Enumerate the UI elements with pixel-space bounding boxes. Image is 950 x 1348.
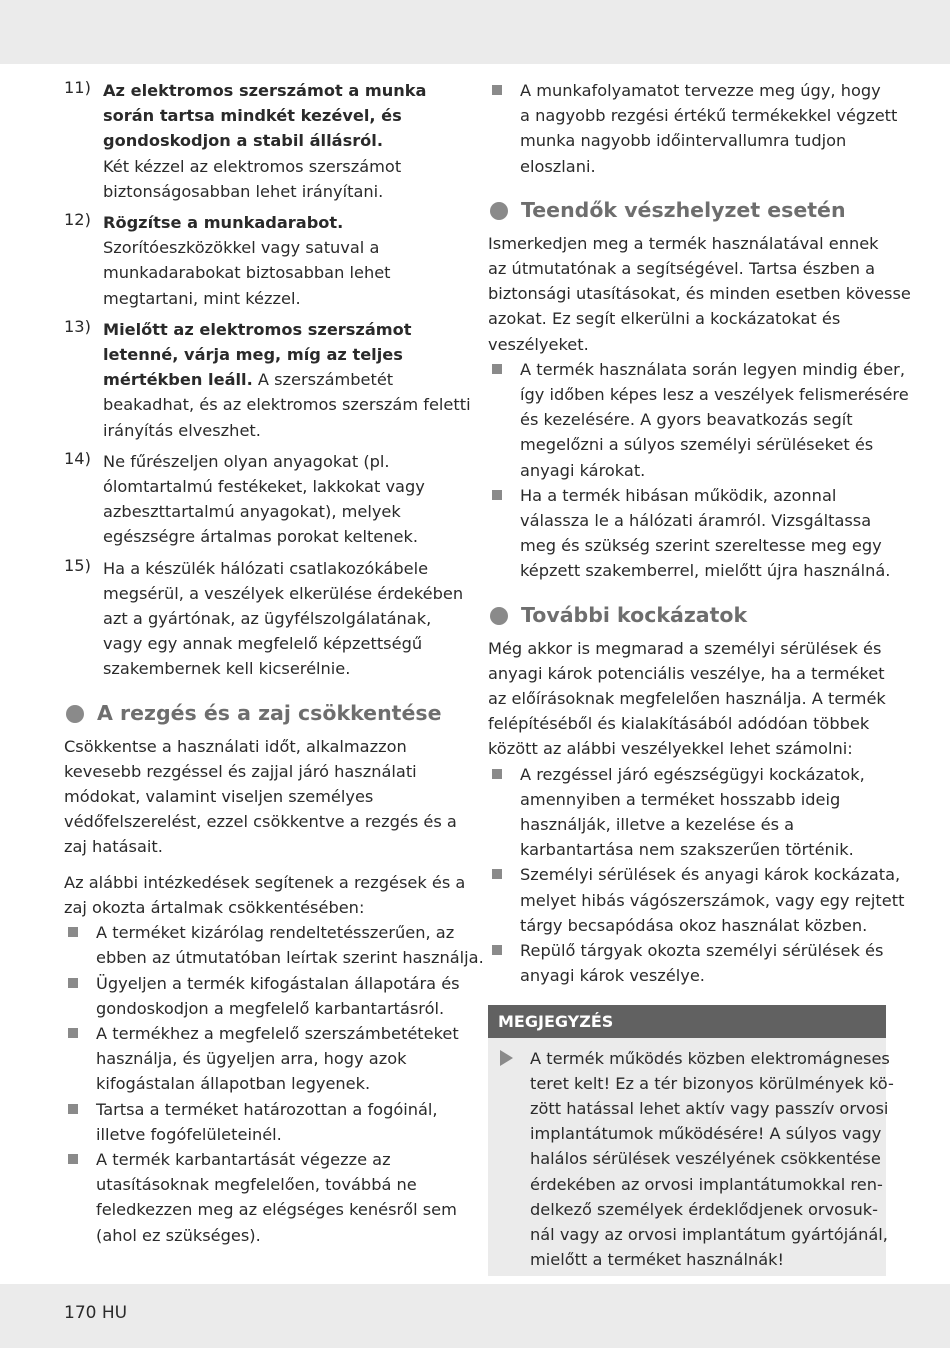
risks-bullet-list	[488, 762, 905, 989]
paragraph-line: halálos sérülések veszélyének csökkentése	[530, 1149, 881, 1169]
emergency-paragraph	[488, 231, 911, 357]
item-line	[103, 103, 464, 128]
bullet-item	[64, 920, 484, 970]
item-bold-text: letenné, várja meg, míg az teljes	[103, 345, 403, 365]
bullet-line: illetve fogófelületeinél.	[96, 1124, 282, 1144]
item-bold-text: gondoskodjon a stabil állásról.	[103, 131, 384, 151]
item-line	[103, 524, 464, 549]
item-line	[103, 286, 464, 311]
item-text: A szerszámbetét	[252, 370, 394, 390]
paragraph-line: zött hatással lehet aktív vagy passzív orvosi	[530, 1098, 889, 1118]
bullet-item	[488, 78, 898, 179]
paragraph-line: felépítéséből és kialakításából adódóan többek	[488, 714, 870, 734]
bullet-line: melyet hibás vágószerszámok, vagy egy rejtett	[520, 890, 905, 910]
bullet-line: Ügyeljen a termék kifogástalan állapotára és	[96, 973, 460, 993]
item-line	[103, 154, 464, 179]
item-text: megsérül, a veszélyek elkerülése érdekében	[103, 583, 464, 603]
paragraph-line: kevesebb rezgéssel és zajjal járó használati	[64, 761, 417, 781]
item-line	[103, 449, 464, 474]
item-bold-text: mértékben leáll.	[103, 370, 253, 390]
paragraph-line: delkező személyek érdeklődjenek orvosuk-	[530, 1199, 878, 1219]
vibration-paragraph-2	[64, 870, 464, 920]
item-text: egészségre ártalmas porokat keltenek.	[103, 527, 418, 547]
numbered-item	[64, 556, 464, 682]
item-line	[103, 474, 464, 499]
paragraph-line: teret kelt! Ez a tér bizonyos körülmények kö-	[530, 1073, 894, 1093]
item-text: Ne fűrészeljen olyan anyagokat (pl.	[103, 451, 390, 471]
item-line	[103, 392, 471, 417]
item-bold-text: során tartsa mindkét kezével, és	[103, 106, 402, 126]
paragraph-line: A termék működés közben elektromágneses	[530, 1048, 890, 1068]
bullet-line: meg és szükség szerint szereltesse meg egy	[520, 536, 882, 556]
vibration-heading	[64, 698, 464, 728]
bullet-line: képzett szakemberrel, mielőtt újra használná.	[520, 561, 891, 581]
risks-heading-text: További kockázatok	[521, 602, 748, 627]
bullet-line: utasításoknak megfelelően, továbbá ne	[96, 1175, 417, 1195]
paragraph-line: módokat, valamint viseljen személyes	[64, 787, 374, 807]
numbered-item	[64, 78, 464, 204]
item-line	[103, 631, 464, 656]
bullet-line: Ha a termék hibásan működik, azonnal	[520, 485, 837, 505]
bullet-line: A termékhez a megfelelő szerszámbetéteket	[96, 1023, 459, 1043]
bullet-dot-icon	[66, 705, 84, 723]
page-number: 170 HU	[64, 1303, 128, 1323]
bullet-item	[64, 1147, 464, 1248]
bullet-item	[488, 483, 891, 584]
square-bullet-icon	[492, 85, 502, 95]
numbered-safety-list	[64, 78, 471, 682]
vibration-heading-text: A rezgés és a zaj csökkentése	[97, 700, 442, 725]
item-text: vagy egy annak megfelelő képzettségű	[103, 634, 423, 654]
item-number: 13)	[64, 316, 91, 336]
note-body	[488, 1038, 894, 1277]
item-line	[103, 418, 464, 443]
note-title: MEGJEGYZÉS	[488, 1005, 886, 1038]
bullet-line: A rezgéssel járó egészségügyi kockázatok,	[520, 764, 865, 784]
item-line	[103, 210, 464, 235]
bullet-item	[64, 971, 464, 1021]
numbered-item	[64, 449, 464, 550]
risks-paragraph	[488, 636, 888, 762]
numbered-item	[64, 210, 464, 311]
bullet-line: a nagyobb rezgési értékű termékekkel végzett	[520, 106, 898, 126]
bullet-line: Személyi sérülések és anyagi károk kockázata,	[520, 865, 901, 885]
paragraph-line: nál vagy az orvosi implantátum gyártójánál,	[530, 1224, 888, 1244]
note-text	[530, 1046, 894, 1273]
bullet-line: anyagi károkat.	[520, 460, 646, 480]
square-bullet-icon	[492, 364, 502, 374]
emergency-bullet-list	[488, 357, 909, 584]
paragraph-line: azokat. Ez segít elkerülni a kockázatokat és	[488, 309, 841, 329]
paragraph-line: Az alábbi intézkedések segítenek a rezgések és a	[64, 872, 466, 892]
bullet-line: munka nagyobb időintervallumra tudjon	[520, 131, 847, 151]
item-line	[103, 128, 464, 153]
bullet-line: kifogástalan állapotban legyenek.	[96, 1074, 371, 1094]
item-number: 15)	[64, 555, 91, 575]
item-text: Ha a készülék hálózati csatlakozókábele	[103, 558, 429, 578]
square-bullet-icon	[68, 927, 78, 937]
item-bold-text: Mielőtt az elektromos szerszámot	[103, 319, 412, 339]
emergency-heading	[488, 195, 888, 225]
bullet-line: A munkafolyamatot tervezze meg úgy, hogy	[520, 81, 881, 100]
bullet-line: A termék használata során legyen mindig éber,	[520, 359, 905, 379]
paragraph-line: veszélyeket.	[488, 334, 589, 354]
item-text: ólomtartalmú festékeket, lakkokat vagy	[103, 477, 425, 497]
bullet-line: Tartsa a terméket határozottan a fogóinál,	[96, 1099, 438, 1119]
bullet-line: és kezelésére. A gyors beavatkozás segít	[520, 410, 853, 430]
item-line	[103, 342, 464, 367]
item-line	[103, 235, 464, 260]
bullet-line: anyagi károk veszélye.	[520, 966, 705, 986]
paragraph-line: implantátumok működésére! A súlyos vagy	[530, 1124, 882, 1144]
item-line	[103, 179, 464, 204]
risks-heading	[488, 600, 888, 630]
paragraph-line: védőfelszerelést, ezzel csökkentve a rezgés és a	[64, 812, 457, 832]
item-line	[103, 581, 464, 606]
paragraph-line: anyagi károk potenciális veszélye, ha a terméket	[488, 663, 885, 683]
vibration-bullet-list	[64, 920, 484, 1248]
bullet-line: (ahol ez szükséges).	[96, 1225, 261, 1245]
item-line	[103, 499, 464, 524]
bullet-line: használják, illetve a kezelése és a	[520, 815, 795, 835]
square-bullet-icon	[68, 978, 78, 988]
square-bullet-icon	[492, 490, 502, 500]
square-bullet-icon	[68, 1154, 78, 1164]
item-number: 12)	[64, 210, 91, 230]
paragraph-line: zaj hatásait.	[64, 837, 163, 857]
footer-band	[0, 1284, 950, 1348]
item-line	[103, 260, 464, 285]
emergency-heading-text: Teendők vészhelyzet esetén	[521, 197, 846, 222]
item-text: megtartani, mint kézzel.	[103, 288, 301, 308]
square-bullet-icon	[492, 945, 502, 955]
bullet-item	[488, 862, 905, 938]
item-text: azt a gyártónak, az ügyfélszolgálatának,	[103, 609, 432, 629]
paragraph-line: biztonsági utasításokat, és minden esetben kövesse	[488, 284, 911, 304]
paragraph-line: Csökkentse a használati időt, alkalmazzon	[64, 736, 407, 756]
paragraph-line: érdekében az orvosi implantátumokkal ren-	[530, 1174, 883, 1194]
bullet-item	[488, 938, 888, 988]
bullet-line: gondoskodjon a megfelelő karbantartásról.	[96, 998, 445, 1018]
item-bold-text: Rögzítse a munkadarabot.	[103, 213, 344, 233]
item-line	[103, 317, 464, 342]
paragraph-line: Ismerkedjen meg a termék használatával ennek	[488, 233, 879, 253]
item-text: irányítás elveszhet.	[103, 420, 261, 440]
bullet-dot-icon	[490, 202, 508, 220]
square-bullet-icon	[68, 1104, 78, 1114]
workflow-bullet-list	[488, 78, 898, 179]
bullet-line: Repülő tárgyak okozta személyi sérülések és	[520, 941, 884, 961]
right-column	[488, 78, 911, 1276]
item-text: azbeszttartalmú anyagokat), melyek	[103, 502, 401, 522]
bullet-line: feledkezzen meg az elégséges kenésről sem	[96, 1200, 457, 1220]
bullet-line: használja, és ügyeljen arra, hogy azok	[96, 1049, 407, 1069]
bullet-dot-icon	[490, 607, 508, 625]
paragraph-line: mielőtt a terméket használnák!	[530, 1250, 785, 1270]
bullet-line: A termék karbantartását végezze az	[96, 1149, 391, 1169]
paragraph-line: Még akkor is megmarad a személyi sérülések és	[488, 638, 882, 658]
bullet-line: ebben az útmutatóban leírtak szerint használja.	[96, 948, 484, 968]
note-box	[488, 1005, 894, 1277]
item-text: Szorítóeszközökkel vagy satuval a	[103, 238, 380, 258]
bullet-line: eloszlani.	[520, 156, 596, 176]
arrow-right-icon	[500, 1050, 513, 1066]
header-band	[0, 0, 950, 64]
item-line	[103, 78, 464, 103]
item-text: munkadarabokat biztosabban lehet	[103, 263, 391, 283]
item-number: 11)	[64, 78, 91, 97]
bullet-item	[64, 1021, 464, 1097]
paragraph-line: zaj okozta ártalmak csökkentésében:	[64, 897, 365, 917]
square-bullet-icon	[68, 1028, 78, 1038]
item-line	[103, 606, 464, 631]
item-line	[103, 556, 464, 581]
item-line	[103, 367, 464, 392]
bullet-line: A terméket kizárólag rendeltetésszerűen, az	[96, 923, 455, 943]
square-bullet-icon	[492, 769, 502, 779]
item-text: Két kézzel az elektromos szerszámot	[103, 156, 402, 176]
bullet-item	[64, 1097, 464, 1147]
item-text: szakembernek kell kicserélnie.	[103, 659, 351, 679]
paragraph-line: az útmutatónak a segítségével. Tartsa észben a	[488, 259, 876, 279]
item-text: beakadhat, és az elektromos szerszám feletti	[103, 395, 471, 415]
square-bullet-icon	[492, 869, 502, 879]
bullet-line: megelőzni a súlyos személyi sérüléseket és	[520, 435, 874, 455]
item-number: 14)	[64, 448, 91, 468]
item-line	[103, 656, 464, 681]
bullet-line: karbantartása nem szakszerűen történik.	[520, 840, 854, 860]
bullet-item	[488, 357, 909, 483]
bullet-line: válassza le a hálózati áramról. Vizsgáltassa	[520, 511, 872, 531]
left-column	[64, 78, 484, 1248]
bullet-line: amennyiben a terméket hosszabb ideig	[520, 789, 841, 809]
paragraph-line: között az alábbi veszélyekkel lehet számolni:	[488, 739, 853, 759]
item-bold-text: Az elektromos szerszámot a munka	[103, 81, 427, 100]
bullet-line: így időben képes lesz a veszélyek felismerésére	[520, 385, 909, 405]
vibration-paragraph-1	[64, 734, 464, 860]
paragraph-line: az előírásoknak megfelelően használja. A termék	[488, 689, 886, 709]
bullet-line: tárgy becsapódása okoz használat közben.	[520, 915, 868, 935]
bullet-item	[488, 762, 888, 863]
numbered-item	[64, 316, 471, 443]
item-text: biztonságosabban lehet irányítani.	[103, 181, 384, 201]
